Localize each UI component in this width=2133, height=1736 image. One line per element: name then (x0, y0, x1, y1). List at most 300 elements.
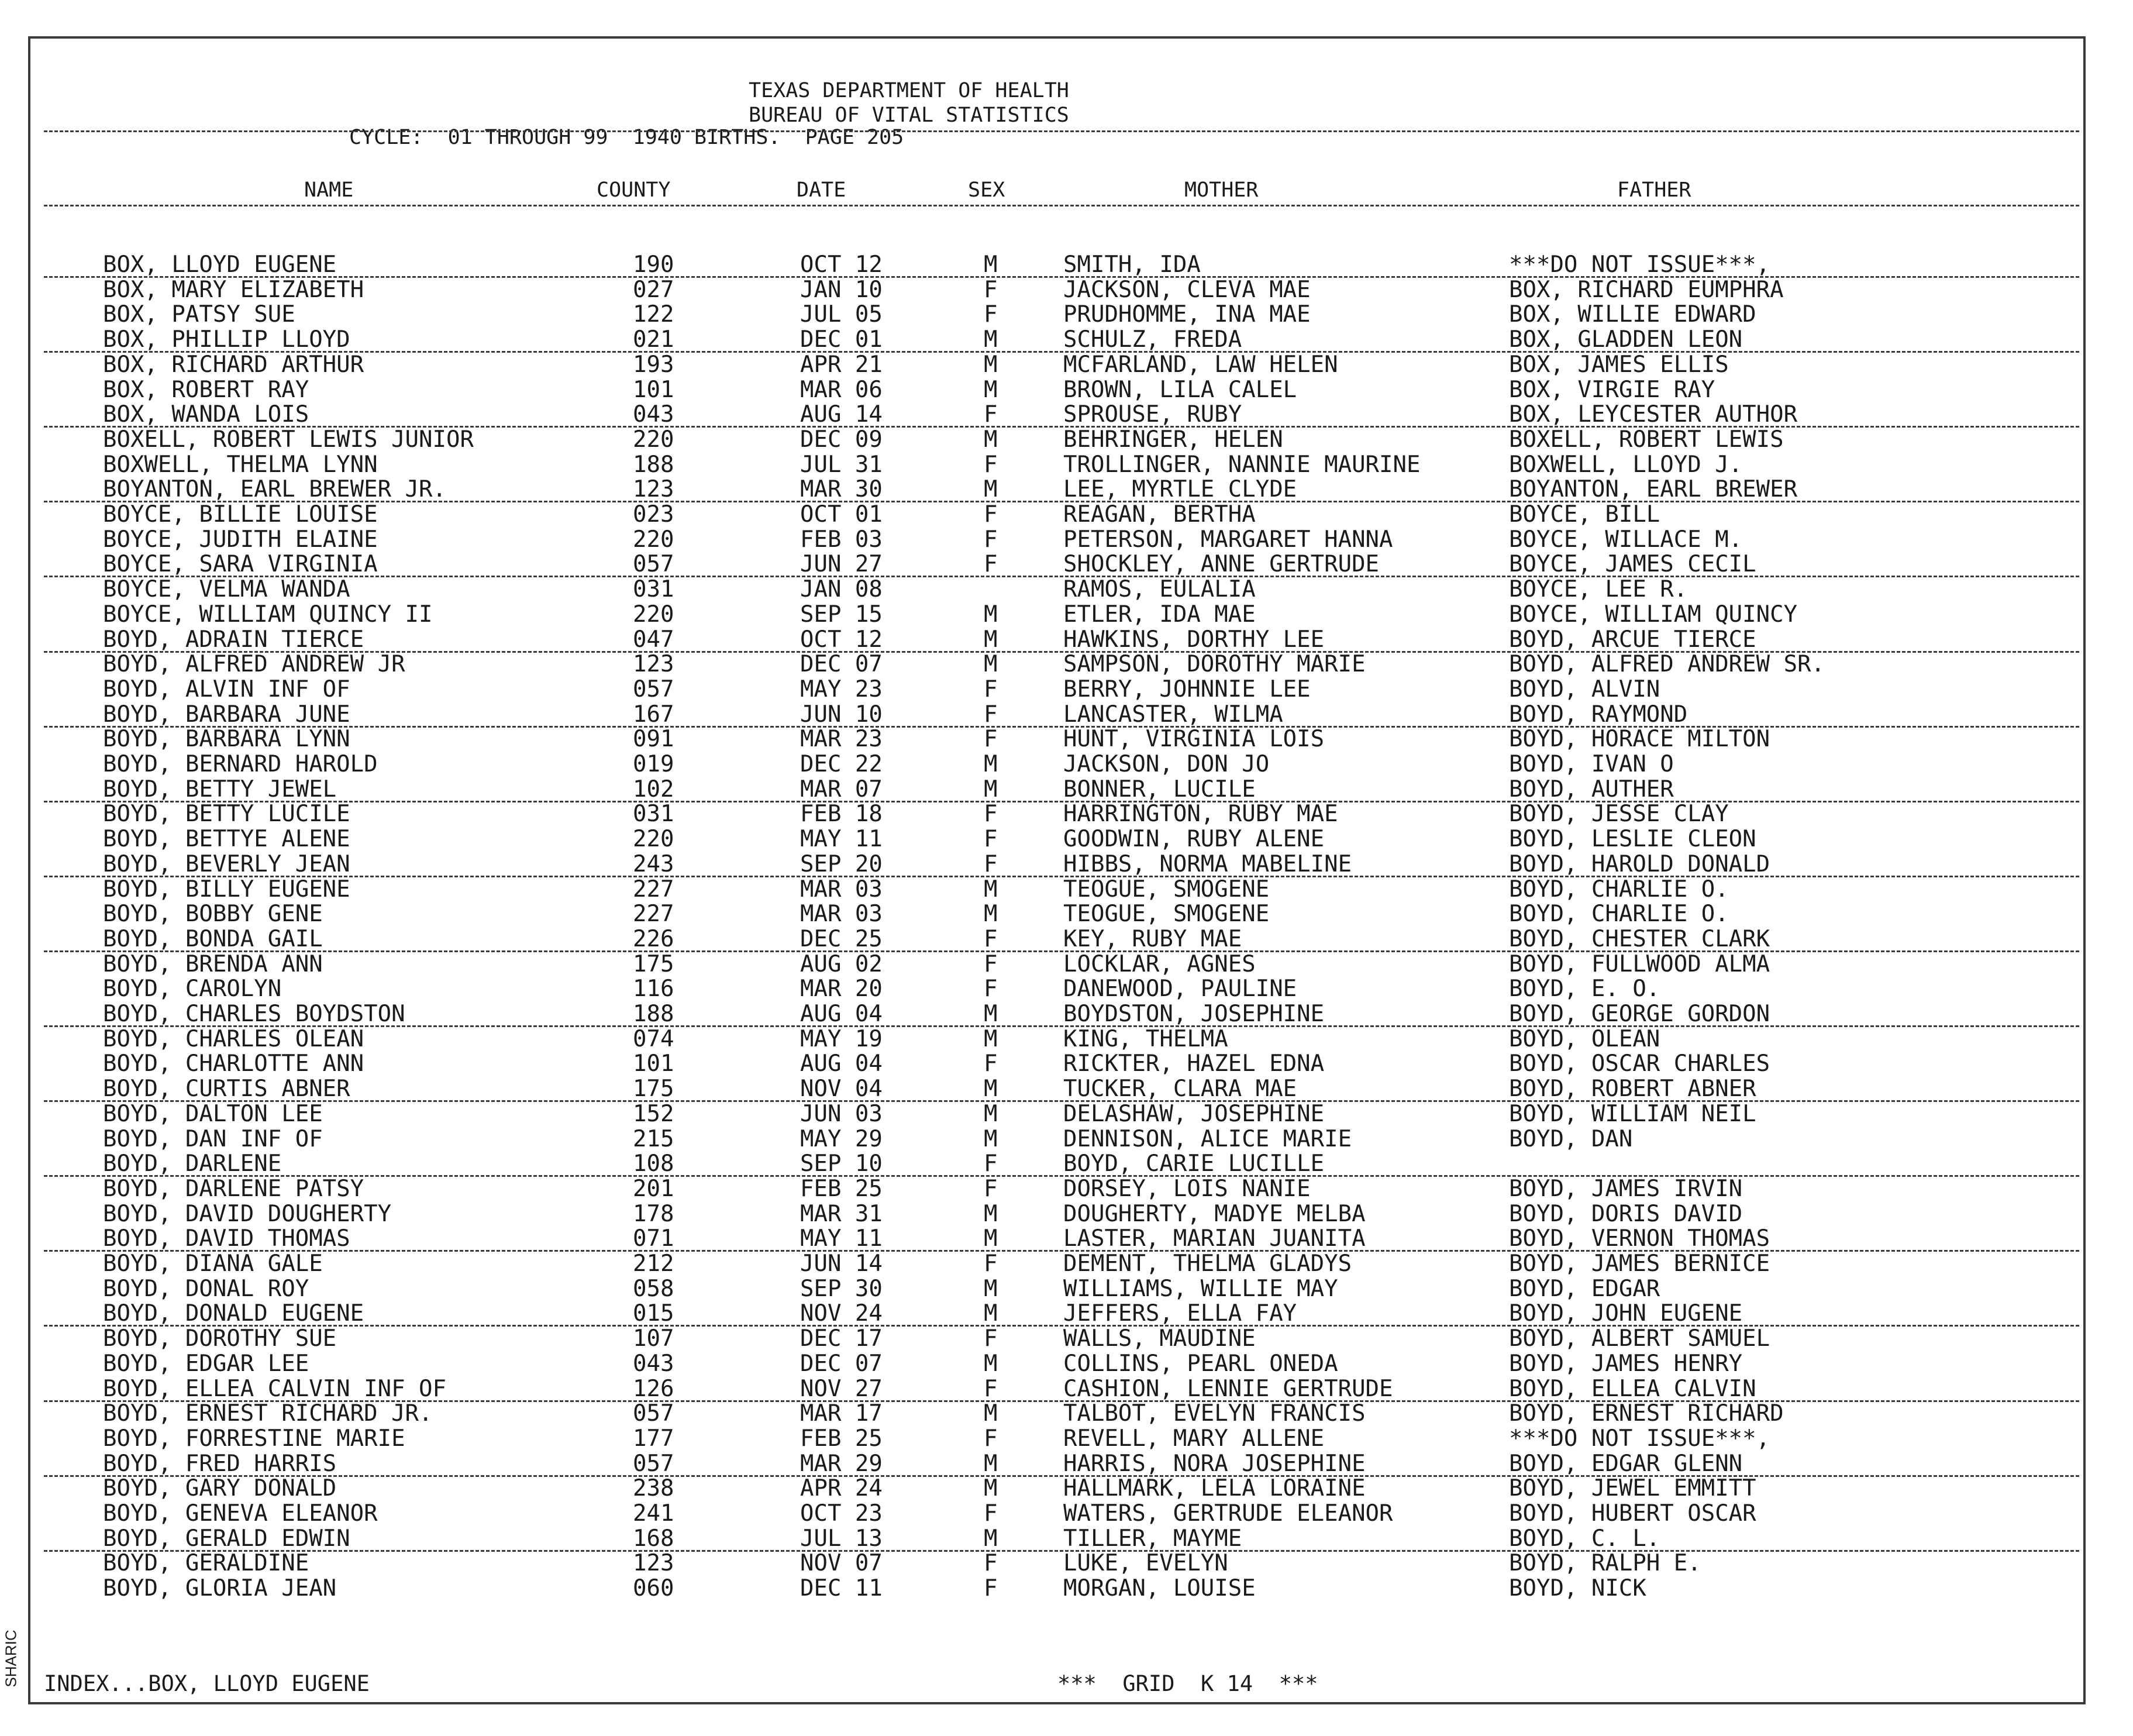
cell-sex: M (984, 1475, 998, 1501)
cell-county: 071 (633, 1225, 674, 1252)
cell-sex: M (984, 377, 998, 403)
cell-father: BOYD, ALBERT SAMUEL (1509, 1325, 1770, 1352)
cell-date: JUN 03 (800, 1101, 883, 1127)
cell-father: BOYCE, LEE R. (1509, 576, 1688, 602)
cell-mother: HALLMARK, LELA LORAINE (1063, 1475, 1366, 1501)
cell-name: BOYD, DONALD EUGENE (103, 1300, 364, 1327)
cell-sex: M (984, 626, 998, 653)
cell-county: 043 (633, 401, 674, 428)
cell-sex: F (984, 1425, 998, 1452)
side-label-text: SHARIC (2, 1630, 20, 1687)
table-row (0, 1401, 2133, 1426)
cell-date: NOV 04 (800, 1076, 883, 1102)
cell-mother: MORGAN, LOUISE (1063, 1575, 1256, 1601)
cell-sex: M (984, 1276, 998, 1302)
cell-father: BOYD, JAMES IRVIN (1509, 1176, 1743, 1202)
cell-name: BOYD, DALTON LEE (103, 1101, 323, 1127)
cell-father: BOYD, AUTHER (1509, 776, 1674, 802)
cell-name: BOYD, DAVID DOUGHERTY (103, 1201, 392, 1227)
cell-name: BOYD, DARLENE PATSY (103, 1176, 364, 1202)
cell-county: 047 (633, 626, 674, 653)
cell-name: BOYD, BETTY LUCILE (103, 801, 350, 827)
column-header-county: COUNTY (597, 178, 671, 202)
cell-mother: HARRIS, NORA JOSEPHINE (1063, 1451, 1366, 1477)
cell-name: BOYD, CURTIS ABNER (103, 1076, 350, 1102)
cell-date: APR 21 (800, 352, 883, 378)
cell-date: SEP 15 (800, 601, 883, 628)
cell-father: BOYD, OLEAN (1509, 1026, 1660, 1052)
cell-county: 116 (633, 976, 674, 1002)
cell-county: 168 (633, 1525, 674, 1552)
cell-sex: M (984, 1001, 998, 1027)
cell-name: BOYD, DAN INF OF (103, 1126, 323, 1152)
table-row (0, 777, 2133, 802)
cell-name: BOYCE, BILLIE LOUISE (103, 501, 378, 528)
cycle-line: CYCLE: 01 THROUGH 99 1940 BIRTHS. PAGE 205 (349, 126, 904, 149)
cell-name: BOYD, GENEVA ELEANOR (103, 1500, 378, 1527)
cell-name: BOYD, CAROLYN (103, 976, 282, 1002)
cell-county: 060 (633, 1575, 674, 1601)
cell-name: BOYD, EDGAR LEE (103, 1351, 309, 1377)
cell-father: BOYCE, BILL (1509, 501, 1660, 528)
cell-county: 241 (633, 1500, 674, 1527)
cell-date: DEC 22 (800, 751, 883, 777)
cell-mother: RAMOS, EULALIA (1063, 576, 1256, 602)
cell-name: BOYCE, SARA VIRGINIA (103, 551, 378, 577)
cell-sex: F (984, 851, 998, 877)
cell-name: BOX, WANDA LOIS (103, 401, 309, 428)
table-row (0, 1327, 2133, 1351)
cell-date: APR 24 (800, 1475, 883, 1501)
cell-sex: M (984, 1400, 998, 1427)
cell-father: BOYD, WILLIAM NEIL (1509, 1101, 1756, 1127)
cell-mother: HIBBS, NORMA MABELINE (1063, 851, 1352, 877)
cell-mother: ETLER, IDA MAE (1063, 601, 1256, 628)
cell-name: BOYD, BEVERLY JEAN (103, 851, 350, 877)
table-row (0, 1202, 2133, 1227)
bureau-title: BUREAU OF VITAL STATISTICS (749, 104, 1069, 127)
cell-father: BOYD, HUBERT OSCAR (1509, 1500, 1756, 1527)
cell-sex: F (984, 951, 998, 977)
cell-mother: COLLINS, PEARL ONEDA (1063, 1351, 1338, 1377)
cell-father: BOYD, IVAN O (1509, 751, 1674, 777)
cell-county: 102 (633, 776, 674, 802)
cell-date: DEC 25 (800, 926, 883, 952)
cell-name: BOYD, BOBBY GENE (103, 901, 323, 927)
separator-line (44, 130, 2079, 132)
cell-father: BOYD, NICK (1509, 1575, 1646, 1601)
cell-name: BOYD, BARBARA LYNN (103, 726, 350, 752)
cell-sex: F (984, 1176, 998, 1202)
cell-county: 177 (633, 1425, 674, 1452)
cell-name: BOYD, ALVIN INF OF (103, 676, 350, 702)
cell-father: BOYD, C. L. (1509, 1525, 1660, 1552)
table-row (0, 328, 2133, 352)
table-row (0, 1277, 2133, 1301)
cell-father: BOYD, JAMES HENRY (1509, 1351, 1743, 1377)
cell-father: ***DO NOT ISSUE***, (1509, 1425, 1770, 1452)
cell-sex: F (984, 926, 998, 952)
cell-name: BOYD, BETTY JEWEL (103, 776, 337, 802)
cell-date: FEB 25 (800, 1176, 883, 1202)
cell-sex: F (984, 1325, 998, 1352)
cell-name: BOYD, DAVID THOMAS (103, 1225, 350, 1252)
cell-mother: DEMENT, THELMA GLADYS (1063, 1251, 1352, 1277)
cell-sex: M (984, 1126, 998, 1152)
cell-name: BOX, ROBERT RAY (103, 377, 309, 403)
cell-sex: M (984, 426, 998, 453)
cell-county: 057 (633, 1451, 674, 1477)
cell-date: JUL 13 (800, 1525, 883, 1552)
footer-grid: *** GRID K 14 *** (1057, 1671, 1318, 1696)
cell-date: OCT 01 (800, 501, 883, 528)
table-row (0, 402, 2133, 427)
table-row (0, 602, 2133, 627)
cell-date: SEP 10 (800, 1151, 883, 1177)
cell-county: 188 (633, 1001, 674, 1027)
cell-mother: SAMPSON, DOROTHY MARIE (1063, 651, 1366, 677)
cell-mother: BERRY, JOHNNIE LEE (1063, 676, 1311, 702)
table-row (0, 1476, 2133, 1501)
cell-father: BOX, VIRGIE RAY (1509, 377, 1715, 403)
cell-mother: TEOGUE, SMOGENE (1063, 901, 1270, 927)
cell-father: ***DO NOT ISSUE***, (1509, 252, 1770, 278)
table-row (0, 802, 2133, 826)
cell-mother: KEY, RUBY MAE (1063, 926, 1242, 952)
table-row (0, 502, 2133, 527)
cell-county: 057 (633, 1400, 674, 1427)
column-header-sex: SEX (968, 178, 1005, 202)
cell-name: BOYD, CHARLES OLEAN (103, 1026, 364, 1052)
cell-sex: F (984, 726, 998, 752)
cell-county: 057 (633, 676, 674, 702)
cell-sex: M (984, 326, 998, 353)
cell-county: 091 (633, 726, 674, 752)
cell-mother: SCHULZ, FREDA (1063, 326, 1242, 353)
cell-sex: F (984, 526, 998, 553)
cell-date: SEP 20 (800, 851, 883, 877)
cell-county: 220 (633, 426, 674, 453)
cell-date: FEB 18 (800, 801, 883, 827)
cell-date: AUG 04 (800, 1050, 883, 1077)
table-row (0, 302, 2133, 327)
cell-mother: RICKTER, HAZEL EDNA (1063, 1050, 1325, 1077)
cell-name: BOYD, ELLEA CALVIN INF OF (103, 1376, 446, 1402)
separator-line (44, 205, 2079, 206)
cell-date: FEB 25 (800, 1425, 883, 1452)
cell-date: OCT 23 (800, 1500, 883, 1527)
cell-mother: JACKSON, DON JO (1063, 751, 1270, 777)
cell-mother: HAWKINS, DORTHY LEE (1063, 626, 1325, 653)
table-row (0, 827, 2133, 852)
cell-father: BOYCE, JAMES CECIL (1509, 551, 1756, 577)
table-row (0, 353, 2133, 377)
table-row (0, 952, 2133, 977)
cell-county: 188 (633, 452, 674, 478)
cell-sex: F (984, 976, 998, 1002)
cell-county: 178 (633, 1201, 674, 1227)
table-row (0, 1527, 2133, 1551)
cell-county: 226 (633, 926, 674, 952)
table-row (0, 477, 2133, 502)
cell-sex: M (984, 1201, 998, 1227)
cell-county: 193 (633, 352, 674, 378)
cell-date: DEC 07 (800, 651, 883, 677)
cell-county: 190 (633, 252, 674, 278)
cell-name: BOX, PHILLIP LLOYD (103, 326, 350, 353)
cell-father: BOX, RICHARD EUMPHRA (1509, 277, 1784, 303)
cell-father: BOX, JAMES ELLIS (1509, 352, 1729, 378)
cell-county: 215 (633, 1126, 674, 1152)
cell-county: 123 (633, 1550, 674, 1576)
table-row (0, 1501, 2133, 1526)
cell-father: BOX, GLADDEN LEON (1509, 326, 1743, 353)
cell-name: BOX, MARY ELIZABETH (103, 277, 364, 303)
cell-father: BOYD, RAYMOND (1509, 701, 1688, 728)
cell-county: 019 (633, 751, 674, 777)
cell-date: MAY 11 (800, 1225, 883, 1252)
table-row (0, 278, 2133, 302)
cell-sex: M (984, 1351, 998, 1377)
cell-sex: F (984, 1550, 998, 1576)
cell-date: NOV 24 (800, 1300, 883, 1327)
cell-date: JAN 10 (800, 277, 883, 303)
cell-date: MAR 03 (800, 876, 883, 903)
cell-date: DEC 09 (800, 426, 883, 453)
cell-county: 175 (633, 1076, 674, 1102)
cell-date: MAR 20 (800, 976, 883, 1002)
cell-date: JUN 14 (800, 1251, 883, 1277)
cell-father: BOYCE, WILLIAM QUINCY (1509, 601, 1798, 628)
cell-date: DEC 17 (800, 1325, 883, 1352)
cell-county: 220 (633, 526, 674, 553)
cell-father: BOYD, OSCAR CHARLES (1509, 1050, 1770, 1077)
table-row (0, 727, 2133, 752)
cell-mother: GOODWIN, RUBY ALENE (1063, 826, 1325, 852)
cell-name: BOXWELL, THELMA LYNN (103, 452, 378, 478)
table-row (0, 1002, 2133, 1027)
column-header-date: DATE (797, 178, 846, 202)
footer-index: INDEX...BOX, LLOYD EUGENE (44, 1671, 370, 1696)
cell-father: BOYD, CHESTER CLARK (1509, 926, 1770, 952)
cell-sex: M (984, 901, 998, 927)
cell-county: 031 (633, 576, 674, 602)
cell-sex: F (984, 301, 998, 328)
cell-sex: M (984, 1026, 998, 1052)
cell-father: BOYD, JESSE CLAY (1509, 801, 1729, 827)
cell-mother: LASTER, MARIAN JUANITA (1063, 1225, 1366, 1252)
cell-mother: PRUDHOMME, INA MAE (1063, 301, 1311, 328)
cell-father: BOYD, ALVIN (1509, 676, 1660, 702)
cell-date: JUL 05 (800, 301, 883, 328)
cell-name: BOYD, BERNARD HAROLD (103, 751, 378, 777)
cell-date: DEC 11 (800, 1575, 883, 1601)
table-row (0, 1227, 2133, 1251)
cell-sex: F (984, 1050, 998, 1077)
table-row (0, 1301, 2133, 1326)
cell-date: MAR 06 (800, 377, 883, 403)
cell-sex: M (984, 1451, 998, 1477)
cell-date: AUG 04 (800, 1001, 883, 1027)
cell-name: BOYD, CHARLES BOYDSTON (103, 1001, 405, 1027)
cell-county: 057 (633, 551, 674, 577)
cell-father: BOYD, EDGAR GLENN (1509, 1451, 1743, 1477)
table-row (0, 1077, 2133, 1101)
cell-sex: M (984, 751, 998, 777)
cell-mother: BONNER, LUCILE (1063, 776, 1256, 802)
cell-mother: PETERSON, MARGARET HANNA (1063, 526, 1393, 553)
cell-mother: REAGAN, BERTHA (1063, 501, 1256, 528)
cell-mother: SMITH, IDA (1063, 252, 1201, 278)
cell-name: BOYCE, VELMA WANDA (103, 576, 350, 602)
table-row (0, 528, 2133, 552)
cell-father: BOYD, VERNON THOMAS (1509, 1225, 1770, 1252)
cell-mother: DANEWOOD, PAULINE (1063, 976, 1297, 1002)
cell-sex: F (984, 1575, 998, 1601)
cell-name: BOYD, DARLENE (103, 1151, 282, 1177)
table-row (0, 902, 2133, 926)
cell-sex: F (984, 1151, 998, 1177)
cell-name: BOX, PATSY SUE (103, 301, 295, 328)
cell-county: 126 (633, 1376, 674, 1402)
cell-name: BOYD, BONDA GAIL (103, 926, 323, 952)
cell-county: 212 (633, 1251, 674, 1277)
cell-name: BOYD, BETTYE ALENE (103, 826, 350, 852)
cell-county: 175 (633, 951, 674, 977)
cell-county: 023 (633, 501, 674, 528)
cell-mother: BOYD, CARIE LUCILLE (1063, 1151, 1325, 1177)
cell-county: 021 (633, 326, 674, 353)
cell-mother: DENNISON, ALICE MARIE (1063, 1126, 1352, 1152)
table-row (0, 628, 2133, 652)
cell-county: 123 (633, 651, 674, 677)
cell-county: 101 (633, 1050, 674, 1077)
cell-county: 027 (633, 277, 674, 303)
cell-name: BOYD, GLORIA JEAN (103, 1575, 337, 1601)
side-label (0, 1632, 23, 1685)
cell-county: 074 (633, 1026, 674, 1052)
table-row (0, 1177, 2133, 1201)
cell-mother: BROWN, LILA CALEL (1063, 377, 1297, 403)
cell-father: BOYD, ALFRED ANDREW SR. (1509, 651, 1825, 677)
cell-name: BOX, RICHARD ARTHUR (103, 352, 364, 378)
cell-name: BOXELL, ROBERT LEWIS JUNIOR (103, 426, 474, 453)
table-row (0, 927, 2133, 952)
cell-father: BOYD, HORACE MILTON (1509, 726, 1770, 752)
cell-mother: SPROUSE, RUBY (1063, 401, 1242, 428)
cell-name: BOYD, BARBARA JUNE (103, 701, 350, 728)
cell-county: 167 (633, 701, 674, 728)
cell-sex: M (984, 1076, 998, 1102)
cell-date: MAY 19 (800, 1026, 883, 1052)
cell-sex: F (984, 1500, 998, 1527)
cell-date: DEC 01 (800, 326, 883, 353)
cell-sex: M (984, 352, 998, 378)
cell-father: BOYD, E. O. (1509, 976, 1660, 1002)
cell-date: JUN 10 (800, 701, 883, 728)
cell-sex: F (984, 701, 998, 728)
table-row (0, 577, 2133, 602)
table-row (0, 453, 2133, 477)
department-title: TEXAS DEPARTMENT OF HEALTH (749, 79, 1069, 102)
cell-county: 108 (633, 1151, 674, 1177)
cell-mother: LOCKLAR, AGNES (1063, 951, 1256, 977)
table-row (0, 877, 2133, 902)
cell-father: BOYD, GEORGE GORDON (1509, 1001, 1770, 1027)
table-row (0, 702, 2133, 727)
cell-sex: M (984, 1225, 998, 1252)
cell-county: 220 (633, 601, 674, 628)
cell-father: BOX, LEYCESTER AUTHOR (1509, 401, 1798, 428)
cell-name: BOYD, FORRESTINE MARIE (103, 1425, 405, 1452)
cell-county: 243 (633, 851, 674, 877)
table-row (0, 1102, 2133, 1127)
cell-sex: F (984, 826, 998, 852)
table-row (0, 977, 2133, 1001)
table-row (0, 1252, 2133, 1276)
cell-mother: LUKE, EVELYN (1063, 1550, 1228, 1576)
cell-date: MAY 11 (800, 826, 883, 852)
cell-mother: LEE, MYRTLE CLYDE (1063, 476, 1297, 502)
cell-mother: TILLER, MAYME (1063, 1525, 1242, 1552)
cell-county: 031 (633, 801, 674, 827)
cell-sex: M (984, 252, 998, 278)
cell-county: 101 (633, 377, 674, 403)
table-row (0, 1551, 2133, 1576)
cell-mother: TALBOT, EVELYN FRANCIS (1063, 1400, 1366, 1427)
table-row (0, 1127, 2133, 1152)
column-header-name: NAME (304, 178, 354, 202)
cell-date: MAR 31 (800, 1201, 883, 1227)
cell-father: BOYD, FULLWOOD ALMA (1509, 951, 1770, 977)
cell-date: MAR 07 (800, 776, 883, 802)
cell-father: BOYD, EDGAR (1509, 1276, 1660, 1302)
cell-mother: MCFARLAND, LAW HELEN (1063, 352, 1338, 378)
cell-date: MAY 23 (800, 676, 883, 702)
cell-father: BOYANTON, EARL BREWER (1509, 476, 1798, 502)
table-row (0, 552, 2133, 577)
cell-name: BOYANTON, EARL BREWER JR. (103, 476, 446, 502)
cell-name: BOYD, CHARLOTTE ANN (103, 1050, 364, 1077)
cell-mother: CASHION, LENNIE GERTRUDE (1063, 1376, 1393, 1402)
cell-date: MAR 30 (800, 476, 883, 502)
cell-mother: LANCASTER, WILMA (1063, 701, 1283, 728)
cell-mother: DELASHAW, JOSEPHINE (1063, 1101, 1325, 1127)
cell-name: BOYD, ERNEST RICHARD JR. (103, 1400, 433, 1427)
cell-sex: F (984, 676, 998, 702)
cell-father: BOYD, JEWEL EMMITT (1509, 1475, 1756, 1501)
cell-mother: TROLLINGER, NANNIE MAURINE (1063, 452, 1421, 478)
cell-county: 015 (633, 1300, 674, 1327)
cell-name: BOYCE, WILLIAM QUINCY II (103, 601, 433, 628)
cell-name: BOYD, GERALD EDWIN (103, 1525, 350, 1552)
cell-date: MAR 29 (800, 1451, 883, 1477)
table-row (0, 677, 2133, 702)
cell-name: BOYD, ADRAIN TIERCE (103, 626, 364, 653)
table-row (0, 852, 2133, 877)
table-row (0, 428, 2133, 452)
cell-mother: HUNT, VIRGINIA LOIS (1063, 726, 1325, 752)
table-row (0, 752, 2133, 777)
cell-date: NOV 27 (800, 1376, 883, 1402)
cell-mother: DOUGHERTY, MADYE MELBA (1063, 1201, 1366, 1227)
cell-date: OCT 12 (800, 252, 883, 278)
cell-mother: WALLS, MAUDINE (1063, 1325, 1256, 1352)
table-row (0, 1352, 2133, 1376)
cell-date: AUG 02 (800, 951, 883, 977)
cell-father: BOYD, RALPH E. (1509, 1550, 1701, 1576)
cell-county: 227 (633, 901, 674, 927)
